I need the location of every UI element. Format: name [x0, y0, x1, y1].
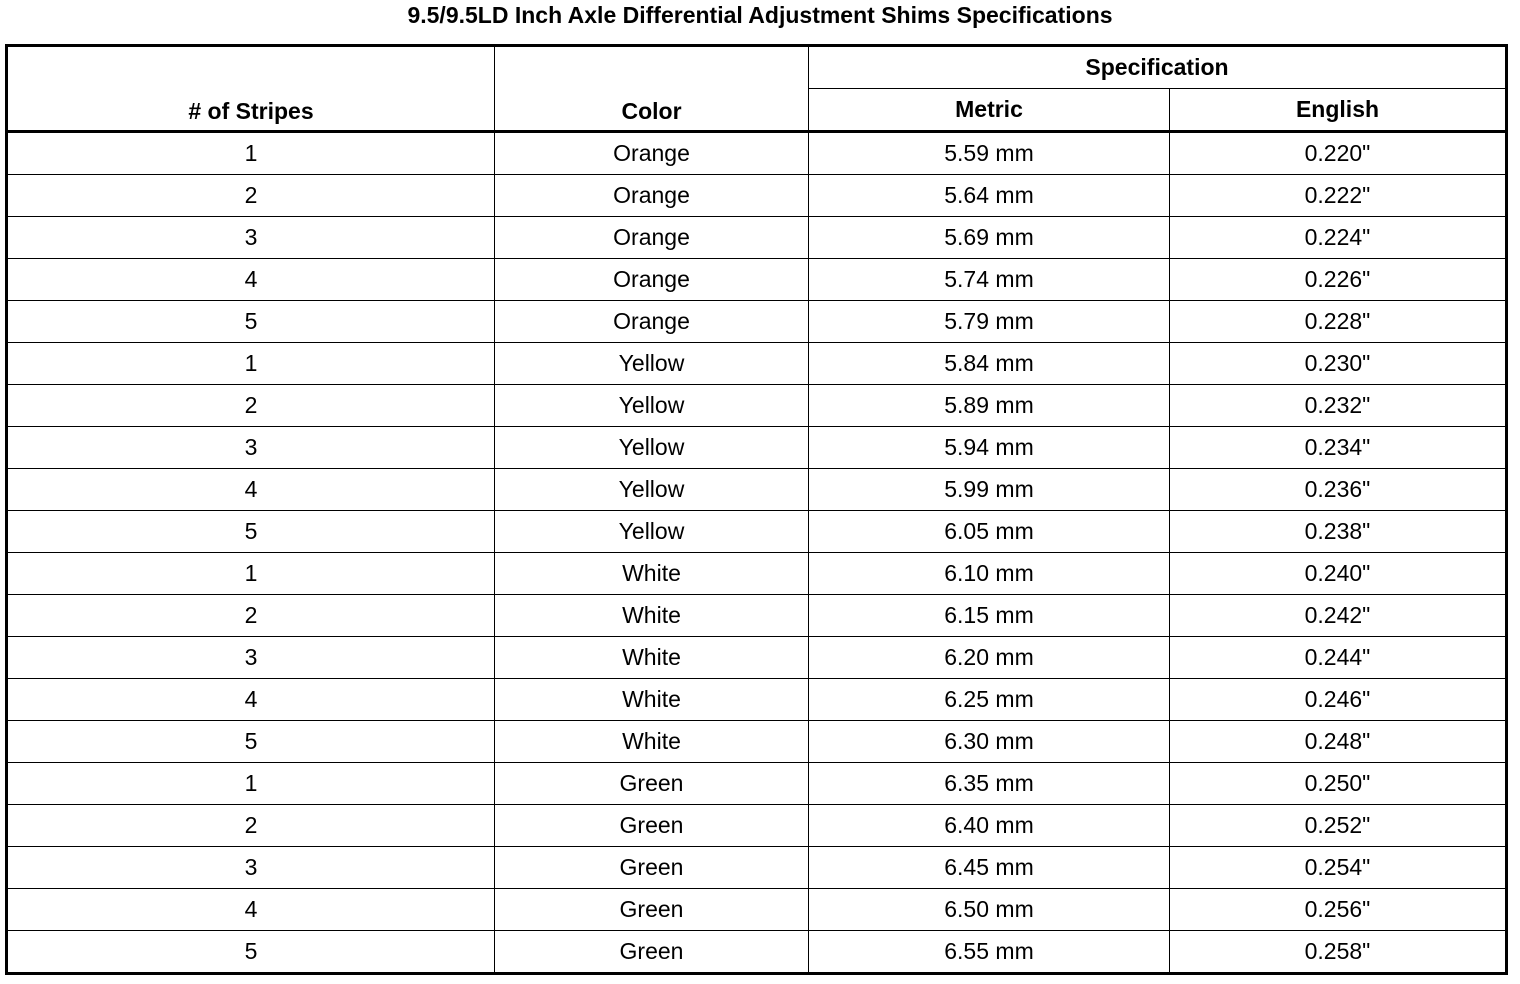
cell-color: Yellow — [495, 385, 809, 427]
cell-metric: 6.50 mm — [809, 889, 1170, 931]
cell-metric: 6.35 mm — [809, 763, 1170, 805]
cell-stripes: 2 — [7, 385, 495, 427]
cell-metric: 5.84 mm — [809, 343, 1170, 385]
table-row — [7, 132, 1507, 175]
table-row — [7, 931, 1507, 974]
cell-english: 0.232" — [1170, 385, 1507, 427]
cell-color: Green — [495, 931, 809, 974]
table-body — [7, 132, 1507, 974]
table-row — [7, 637, 1507, 679]
cell-color: White — [495, 637, 809, 679]
table-row — [7, 763, 1507, 805]
cell-metric: 5.94 mm — [809, 427, 1170, 469]
cell-color: Green — [495, 847, 809, 889]
cell-english: 0.252" — [1170, 805, 1507, 847]
cell-color: White — [495, 721, 809, 763]
cell-english: 0.236" — [1170, 469, 1507, 511]
cell-stripes: 3 — [7, 427, 495, 469]
cell-stripes: 5 — [7, 931, 495, 974]
table-row — [7, 385, 1507, 427]
cell-metric: 6.05 mm — [809, 511, 1170, 553]
cell-metric: 6.15 mm — [809, 595, 1170, 637]
cell-color: Orange — [495, 217, 809, 259]
column-header-color: Color — [495, 46, 809, 132]
table-row — [7, 217, 1507, 259]
cell-color: Green — [495, 805, 809, 847]
table-row — [7, 847, 1507, 889]
cell-metric: 6.55 mm — [809, 931, 1170, 974]
cell-color: White — [495, 595, 809, 637]
cell-english: 0.256" — [1170, 889, 1507, 931]
cell-stripes: 4 — [7, 259, 495, 301]
cell-metric: 6.20 mm — [809, 637, 1170, 679]
table-row — [7, 805, 1507, 847]
cell-color: White — [495, 679, 809, 721]
cell-color: Yellow — [495, 343, 809, 385]
cell-metric: 5.74 mm — [809, 259, 1170, 301]
cell-english: 0.222" — [1170, 175, 1507, 217]
cell-metric: 6.10 mm — [809, 553, 1170, 595]
column-header-stripes: # of Stripes — [7, 46, 495, 132]
cell-stripes: 1 — [7, 553, 495, 595]
cell-metric: 6.40 mm — [809, 805, 1170, 847]
cell-english: 0.224" — [1170, 217, 1507, 259]
cell-stripes: 5 — [7, 511, 495, 553]
cell-english: 0.230" — [1170, 343, 1507, 385]
cell-english: 0.242" — [1170, 595, 1507, 637]
cell-stripes: 2 — [7, 595, 495, 637]
cell-metric: 6.25 mm — [809, 679, 1170, 721]
cell-color: Orange — [495, 259, 809, 301]
cell-english: 0.220" — [1170, 132, 1507, 175]
cell-stripes: 1 — [7, 132, 495, 175]
cell-stripes: 3 — [7, 847, 495, 889]
cell-metric: 5.99 mm — [809, 469, 1170, 511]
cell-color: Green — [495, 889, 809, 931]
cell-color: White — [495, 553, 809, 595]
cell-metric: 6.45 mm — [809, 847, 1170, 889]
cell-stripes: 4 — [7, 469, 495, 511]
cell-metric: 5.79 mm — [809, 301, 1170, 343]
cell-metric: 5.69 mm — [809, 217, 1170, 259]
table-row — [7, 511, 1507, 553]
cell-color: Yellow — [495, 469, 809, 511]
cell-stripes: 5 — [7, 721, 495, 763]
table-row — [7, 259, 1507, 301]
table-row — [7, 595, 1507, 637]
table-header — [7, 46, 1507, 132]
cell-color: Green — [495, 763, 809, 805]
cell-color: Orange — [495, 132, 809, 175]
column-header-metric: Metric — [809, 89, 1170, 132]
cell-stripes: 1 — [7, 763, 495, 805]
cell-english: 0.240" — [1170, 553, 1507, 595]
cell-english: 0.244" — [1170, 637, 1507, 679]
cell-stripes: 2 — [7, 175, 495, 217]
table-row — [7, 343, 1507, 385]
cell-metric: 5.59 mm — [809, 132, 1170, 175]
cell-english: 0.254" — [1170, 847, 1507, 889]
table-row — [7, 175, 1507, 217]
cell-color: Orange — [495, 175, 809, 217]
cell-stripes: 4 — [7, 679, 495, 721]
cell-color: Yellow — [495, 427, 809, 469]
cell-metric: 5.64 mm — [809, 175, 1170, 217]
cell-stripes: 1 — [7, 343, 495, 385]
table-row — [7, 721, 1507, 763]
cell-english: 0.250" — [1170, 763, 1507, 805]
table-row — [7, 469, 1507, 511]
cell-english: 0.234" — [1170, 427, 1507, 469]
cell-stripes: 3 — [7, 217, 495, 259]
cell-english: 0.248" — [1170, 721, 1507, 763]
table-row — [7, 427, 1507, 469]
table-row — [7, 679, 1507, 721]
cell-english: 0.228" — [1170, 301, 1507, 343]
document-title: 9.5/9.5LD Inch Axle Differential Adjustment Shims Specifications — [407, 2, 1113, 28]
cell-stripes: 4 — [7, 889, 495, 931]
column-header-english: English — [1170, 89, 1507, 132]
cell-stripes: 5 — [7, 301, 495, 343]
header-row-top — [7, 46, 1507, 89]
cell-color: Yellow — [495, 511, 809, 553]
cell-english: 0.258" — [1170, 931, 1507, 974]
cell-english: 0.226" — [1170, 259, 1507, 301]
cell-metric: 6.30 mm — [809, 721, 1170, 763]
cell-english: 0.238" — [1170, 511, 1507, 553]
table-row — [7, 889, 1507, 931]
column-group-header-specification: Specification — [809, 46, 1507, 89]
cell-metric: 5.89 mm — [809, 385, 1170, 427]
table-row — [7, 553, 1507, 595]
shim-spec-table — [5, 44, 1508, 975]
cell-english: 0.246" — [1170, 679, 1507, 721]
cell-stripes: 2 — [7, 805, 495, 847]
cell-color: Orange — [495, 301, 809, 343]
table-row — [7, 301, 1507, 343]
cell-stripes: 3 — [7, 637, 495, 679]
